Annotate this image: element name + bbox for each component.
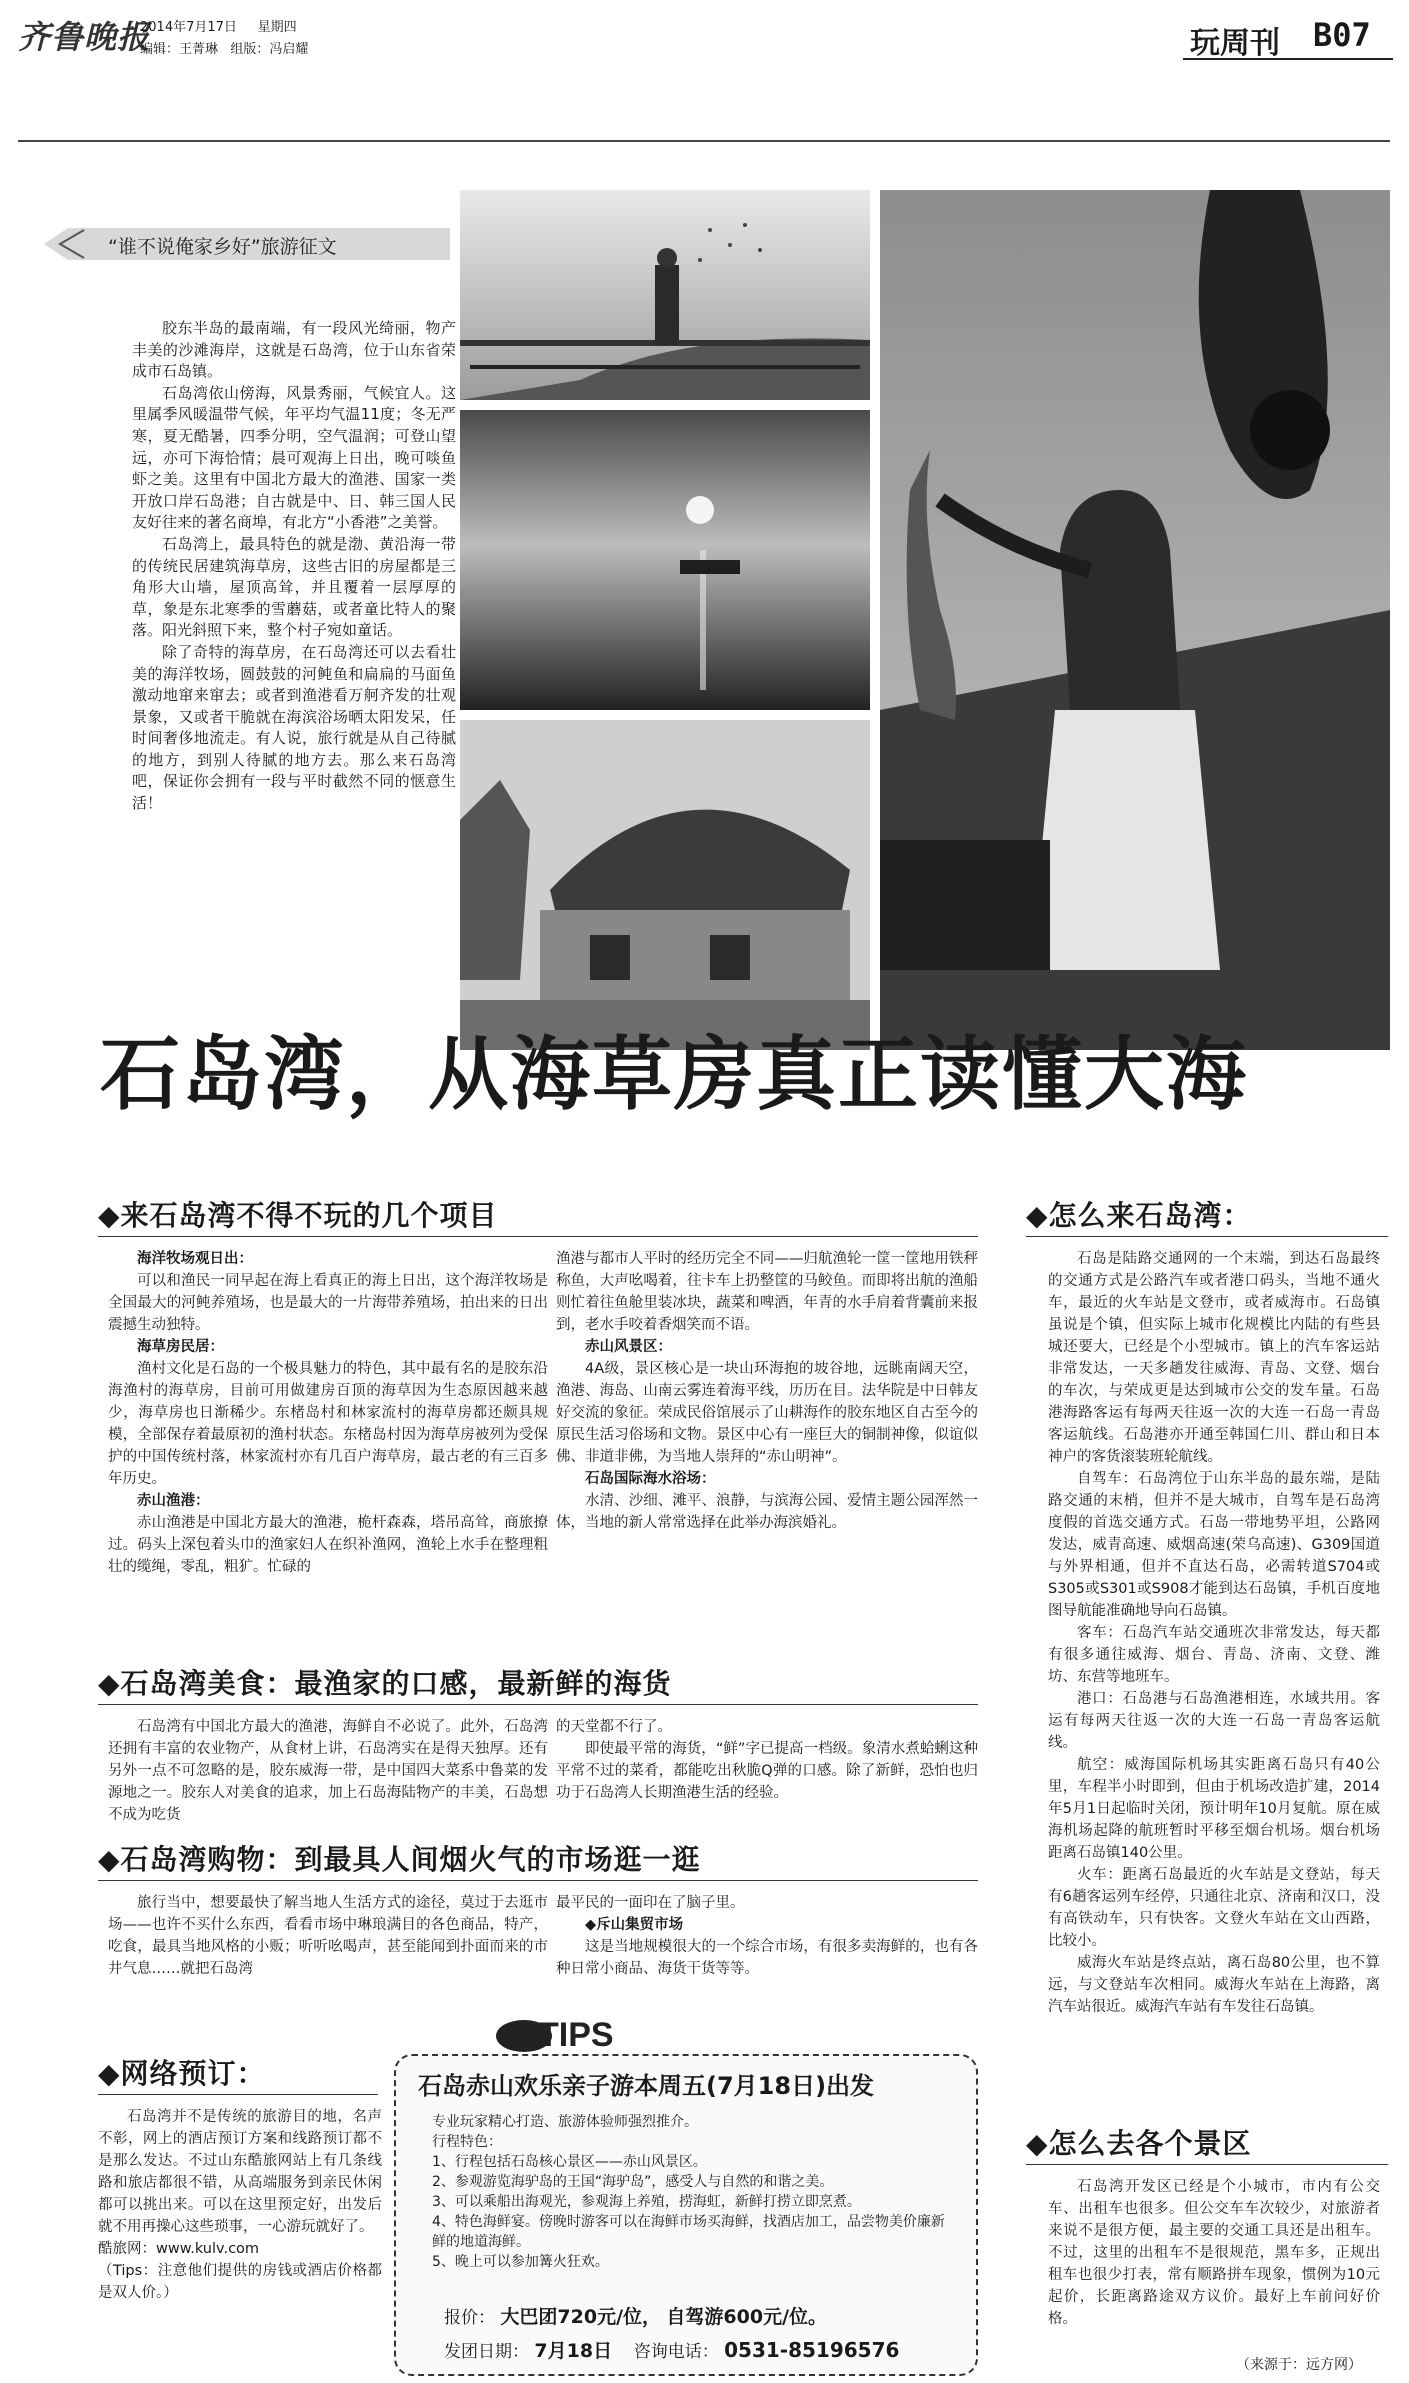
subheading: 石岛国际海水浴场： <box>585 1471 716 1487</box>
tips-price-label: 报价： <box>444 2308 495 2328</box>
section-food-title: ◆石岛湾美食：最渔家的口感，最新鲜的海货 <box>98 1667 672 1700</box>
paragraph: 港口：石岛港与石岛渔港相连，水域共用。客运有每两天往返一次的大连一石岛一青岛客运航线。 <box>1048 1691 1380 1751</box>
paragraph: 石岛湾上，最具特色的就是渤、黄沿海一带的传统民居建筑海草房，这些古旧的房屋都是三角形大山墙，屋顶高耸，并且覆着一层厚厚的草，象是东北寒季的雪蘑菇，或者童比特人的聚落。阳光斜照下来，整个村子宛如童话。 <box>132 534 456 640</box>
paragraph: 可以和渔民一同早起在海上看真正的海上日出，这个海洋牧场是全国最大的河鲀养殖场，也是最大的一片海带养殖场，拍出来的日出震撼生动独特。 <box>108 1273 548 1333</box>
paragraph: 威海火车站是终点站，离石岛80公里，也不算远，与文登站车次相同。威海火车站在上海路，离汽车站很近。威海汽车站有车发往石岛镇。 <box>1048 1955 1380 2015</box>
paragraph: 航空：威海国际机场其实距离石岛只有40公里，车程半小时即到，但由于机场改造扩建，2014年5月1日起临时关闭，预计明年10月复航。原在威海机场起降的航班暂时平移至烟台机场。烟台机场距离石岛镇140公里。 <box>1048 1757 1380 1861</box>
credits <box>140 38 308 57</box>
section-play-title: ◆来石岛湾不得不玩的几个项目 <box>98 1199 498 1232</box>
section-how-body <box>1048 1248 1380 2018</box>
intro-text <box>132 318 456 815</box>
photo-seaweed-house <box>460 720 870 1050</box>
tips-line: 3、可以乘船出海观光，参观海上养殖，捞海虹，新鲜打捞立即烹煮。 <box>432 2194 861 2210</box>
tips-line: 行程特色： <box>432 2134 502 2150</box>
photo-fish-farm <box>460 190 870 400</box>
tips-date-label: 发团日期： <box>444 2342 529 2362</box>
tips-line: 4、特色海鲜宴。傍晚时游客可以在海鲜市场买海鲜，找酒店加工，品尝物美价廉新鲜的地道海鲜。 <box>432 2214 945 2250</box>
spots-source: （来源于：远方网） <box>1236 2357 1362 2373</box>
column-tag-text: “谁不说俺家乡好”旅游征文 <box>108 236 337 258</box>
paragraph: 最平民的一面印在了脑子里。 <box>556 1895 745 1911</box>
subheading: ◆斥山集贸市场 <box>585 1917 684 1933</box>
paragraph: 石岛湾开发区已经是个小城市，市内有公交车、出租车也很多。但公交车车次较少，对旅游者来说不是很方便，最主要的交通工具还是出租车。不过，这里的出租车不是很规范，黑车多，正规出租车也很少打表，常有顺路拼车现象，惯例为10元起价，长距离路途双方议价。最好上车前问好价格。 <box>1048 2179 1380 2327</box>
page-headline: 石岛湾，从海草房真正读懂大海 <box>100 1028 1248 1121</box>
section-spots-body <box>1048 2176 1380 2330</box>
tips-itinerary <box>432 2112 952 2272</box>
paragraph: 水清、沙细、滩平、浪静，与滨海公园、爱情主题公园浑然一体，当地的新人常常选择在此举办海滨婚礼。 <box>556 1493 978 1531</box>
subheading: 海洋牧场观日出： <box>137 1251 253 1267</box>
layout-text: 组版：冯启耀 <box>230 42 309 57</box>
subheading: 赤山渔港： <box>137 1493 210 1509</box>
tips-contact <box>444 2336 899 2363</box>
top-rule <box>18 140 1390 142</box>
paragraph: 除了奇特的海草房，在石岛湾还可以去看壮美的海洋牧场，圆鼓鼓的河鲀鱼和扁扁的马面鱼激动地窜来窜去；或者到渔港看万舸齐发的壮观景象，又或者干脆就在海滨浴场晒太阳发呆，任时间奢侈地流走。有人说，旅行就是从自己待腻的地方，到别人待腻的地方去。那么来石岛湾吧，保证你会拥有一段与平时截然不同的惬意生活！ <box>132 642 456 813</box>
paragraph: 自驾车：石岛湾位于山东半岛的最东端，是陆路交通的末梢，但并不是大城市，自驾车是石岛湾度假的首选交通方式。石岛一带地势平坦，公路网发达，威青高速、威烟高速(荣乌高速)、G309国道与外界相通，但并不直达石岛，必需转道S704或S305或S301或S908才能到达石岛镇，手机百度地图导航能准确地导向石岛镇。 <box>1048 1471 1380 1619</box>
paragraph: 旅行当中，想要最快了解当地人生活方式的途径，莫过于去逛市场——也许不买什么东西，看看市场中琳琅满目的各色商品，特产，吃食，最具当地风格的小贩；听听吆喝声，甚至能闻到扑面而来的市井气息……就把石岛湾 <box>108 1895 548 1977</box>
section-food-col2 <box>556 1716 978 1804</box>
subheading: 海草房民居： <box>137 1339 224 1355</box>
tips-line: 1、行程包括石岛核心景区——赤山风景区。 <box>432 2154 707 2170</box>
paragraph: 渔港与都市人平时的经历完全不同——归航渔轮一筐一筐地用铁秤称鱼，大声吆喝着，往卡车上扔整筐的马鲛鱼。而即将出航的渔船则忙着往鱼舱里装冰块，蔬菜和啤酒，年青的水手肩着背囊前来报到，老水手咬着香烟笑而不语。 <box>556 1251 978 1333</box>
paragraph: 石岛是陆路交通网的一个末端，到达石岛最终的交通方式是公路汽车或者港口码头，当地不通火车，最近的火车站是文登市，或者威海市。石岛镇虽说是个镇，但实际上城市化规模比内陆的有些县城还要大，已经是个小型城市。镇上的汽车客运站非常发达，一天多趟发往威海、青岛、文登、烟台的车次，与荣成更是达到城市公交的发车量。石岛港海路客运有每两天往返一次的大连一石岛一青岛客运航线。石岛港亦开通至韩国仁川、群山和日本神户的客货滚装班轮航线。 <box>1048 1251 1380 1465</box>
section-net-body <box>98 2106 382 2304</box>
section-net-title: ◆网络预订： <box>98 2057 266 2090</box>
paper-logo: 齐鲁晚报 <box>18 18 151 56</box>
section-shop-rule <box>98 1880 978 1881</box>
paragraph: 酷旅网：www.kulv.com <box>98 2241 260 2257</box>
issue-date <box>140 16 297 35</box>
section-how-title: ◆怎么来石岛湾： <box>1026 1199 1252 1232</box>
section-how-rule <box>1026 1236 1388 1237</box>
section-name: 玩周刊 <box>1190 26 1280 61</box>
tips-line: 2、参观游览海驴岛的王国“海驴岛”，感受人与自然的和谐之美。 <box>432 2174 834 2190</box>
tips-phone: 0531-85196576 <box>724 2338 900 2362</box>
tips-label: TIPS <box>538 2016 614 2054</box>
section-play-col1 <box>108 1248 548 1578</box>
tips-price <box>444 2302 827 2329</box>
section-play-rule <box>98 1236 978 1237</box>
editor-text: 编辑：王菁琳 <box>140 42 219 57</box>
paragraph: 这是当地规模很大的一个综合市场，有很多卖海鲜的，也有各种日常小商品、海货干货等等。 <box>556 1939 978 1977</box>
tips-price-bus: 大巴团720元/位， <box>500 2306 662 2328</box>
section-shop-col2 <box>556 1892 978 1980</box>
tips-date: 7月18日 <box>534 2340 613 2362</box>
tips-phone-label: 咨询电话： <box>633 2342 719 2362</box>
section-play-col2 <box>556 1248 978 1534</box>
column-tag <box>40 224 450 264</box>
tips-badge <box>494 2012 634 2058</box>
page-number: B07 <box>1313 16 1371 54</box>
paragraph: 胶东半岛的最南端，有一段风光绮丽，物产丰美的沙滩海岸，这就是石岛湾，位于山东省荣成市石岛镇。 <box>132 319 456 381</box>
photo-sea-sunrise <box>460 410 870 710</box>
paragraph: 的天堂都不行了。 <box>556 1719 672 1735</box>
tips-line: 5、晚上可以参加篝火狂欢。 <box>432 2254 609 2270</box>
tips-title: 石岛赤山欢乐亲子游本周五(7月18日)出发 <box>418 2072 875 2100</box>
date-text: 2014年7月17日 <box>140 20 237 35</box>
subheading: 赤山风景区： <box>585 1339 672 1355</box>
section-food-rule <box>98 1704 978 1705</box>
paragraph: 火车：距离石岛最近的火车站是文登站，每天有6趟客运列车经停，只通往北京、济南和汉口，没有高铁动车，只有快客。文登火车站在文山西路，比较小。 <box>1048 1867 1380 1949</box>
paragraph: 即使最平常的海货，“鲜”字已提高一档级。象清水煮蛤蜊这种平常不过的菜肴，都能吃出秋脆Q弹的口感。除了新鲜，恐怕也归功于石岛湾人长期渔港生活的经验。 <box>556 1741 978 1801</box>
weekday-text: 星期四 <box>257 20 297 35</box>
section-spots-rule <box>1026 2164 1388 2165</box>
section-net-rule <box>98 2094 378 2095</box>
masthead-rule <box>1183 58 1393 60</box>
paragraph: 石岛湾依山傍海，风景秀丽，气候宜人。这里属季风暖温带气候，年平均气温11度；冬无严寒，夏无酷暑，四季分明，空气温润；可登山望远，亦可下海恰情；晨可观海上日出，晚可啖鱼虾之美。这里有中国北方最大的渔港、国家一类开放口岸石岛港；自古就是中、日、韩三国人民友好往来的著名商埠，有北方“小香港”之美誉。 <box>132 383 456 532</box>
paragraph: 客车：石岛汽车站交通班次非常发达，每天都有很多通往威海、烟台、青岛、济南、文登、潍坊、东营等地班车。 <box>1048 1625 1380 1685</box>
tips-price-self: 自驾游600元/位。 <box>666 2306 828 2328</box>
section-shop-title: ◆石岛湾购物：到最具人间烟火气的市场逛一逛 <box>98 1843 701 1876</box>
masthead <box>0 0 1409 70</box>
paragraph: 赤山渔港是中国北方最大的渔港，桅杆森森，塔吊高耸，商旅撩过。码头上深包着头巾的渔家妇人在织补渔网，渔轮上水手在整理粗壮的缆绳，零乱，粗犷。忙碌的 <box>108 1515 548 1575</box>
tag-arrow-icon <box>40 224 100 264</box>
paragraph: 4A级，景区核心是一块山环海抱的坡谷地，远眺南阔天空，渔港、海岛、山南云雾连着海平线，历历在目。法华院是中日韩友好交流的象征。荣成民俗馆展示了山耕海作的胶东地区自古至今的原民生活习俗场和文物。景区中心有一座巨大的铜制神像，似谊似佛、非道非佛，为当地人崇拜的“赤山明神”。 <box>556 1361 978 1465</box>
section-shop-col1 <box>108 1892 548 1980</box>
paragraph: 石岛湾并不是传统的旅游目的地，名声不彰，网上的酒店预订方案和线路预订都不是那么发达。不过山东酷旅网站上有几条线路和旅店都很不错，从高端服务到亲民休闲都可以挑出来。可以在这里预定好，出发后就不用再操心这些琐事，一心游玩就好了。 <box>98 2109 382 2235</box>
section-food-col1 <box>108 1716 548 1826</box>
tips-line: 专业玩家精心打造、旅游体验师强烈推介。 <box>432 2114 698 2130</box>
paragraph: （Tips：注意他们提供的房钱或酒店价格都是双人价。） <box>98 2263 382 2301</box>
photo-fisherman <box>880 190 1390 1050</box>
paragraph: 石岛湾有中国北方最大的渔港，海鲜自不必说了。此外，石岛湾还拥有丰富的农业物产，从食材上讲，石岛湾实在是得天独厚。还有另外一点不可忽略的是，胶东威海一带，是中国四大菜系中鲁菜的发源地之一。胶东人对美食的追求，加上石岛海陆物产的丰美，石岛想不成为吃货 <box>108 1719 548 1823</box>
paragraph: 渔村文化是石岛的一个极具魅力的特色，其中最有名的是胶东沿海渔村的海草房，目前可用做建房百顶的海草因为生态原因越来越少，海草房也日渐稀少。东楮岛村和林家流村的海草房都还颇具规模，全部保存着最原初的渔村状态。东楮岛村因为海草房被列为受保护的中国传统村落，林家流村亦有几百户海草房，最古老的有三百多年历史。 <box>108 1361 548 1487</box>
section-spots-title: ◆怎么去各个景区 <box>1026 2127 1252 2160</box>
